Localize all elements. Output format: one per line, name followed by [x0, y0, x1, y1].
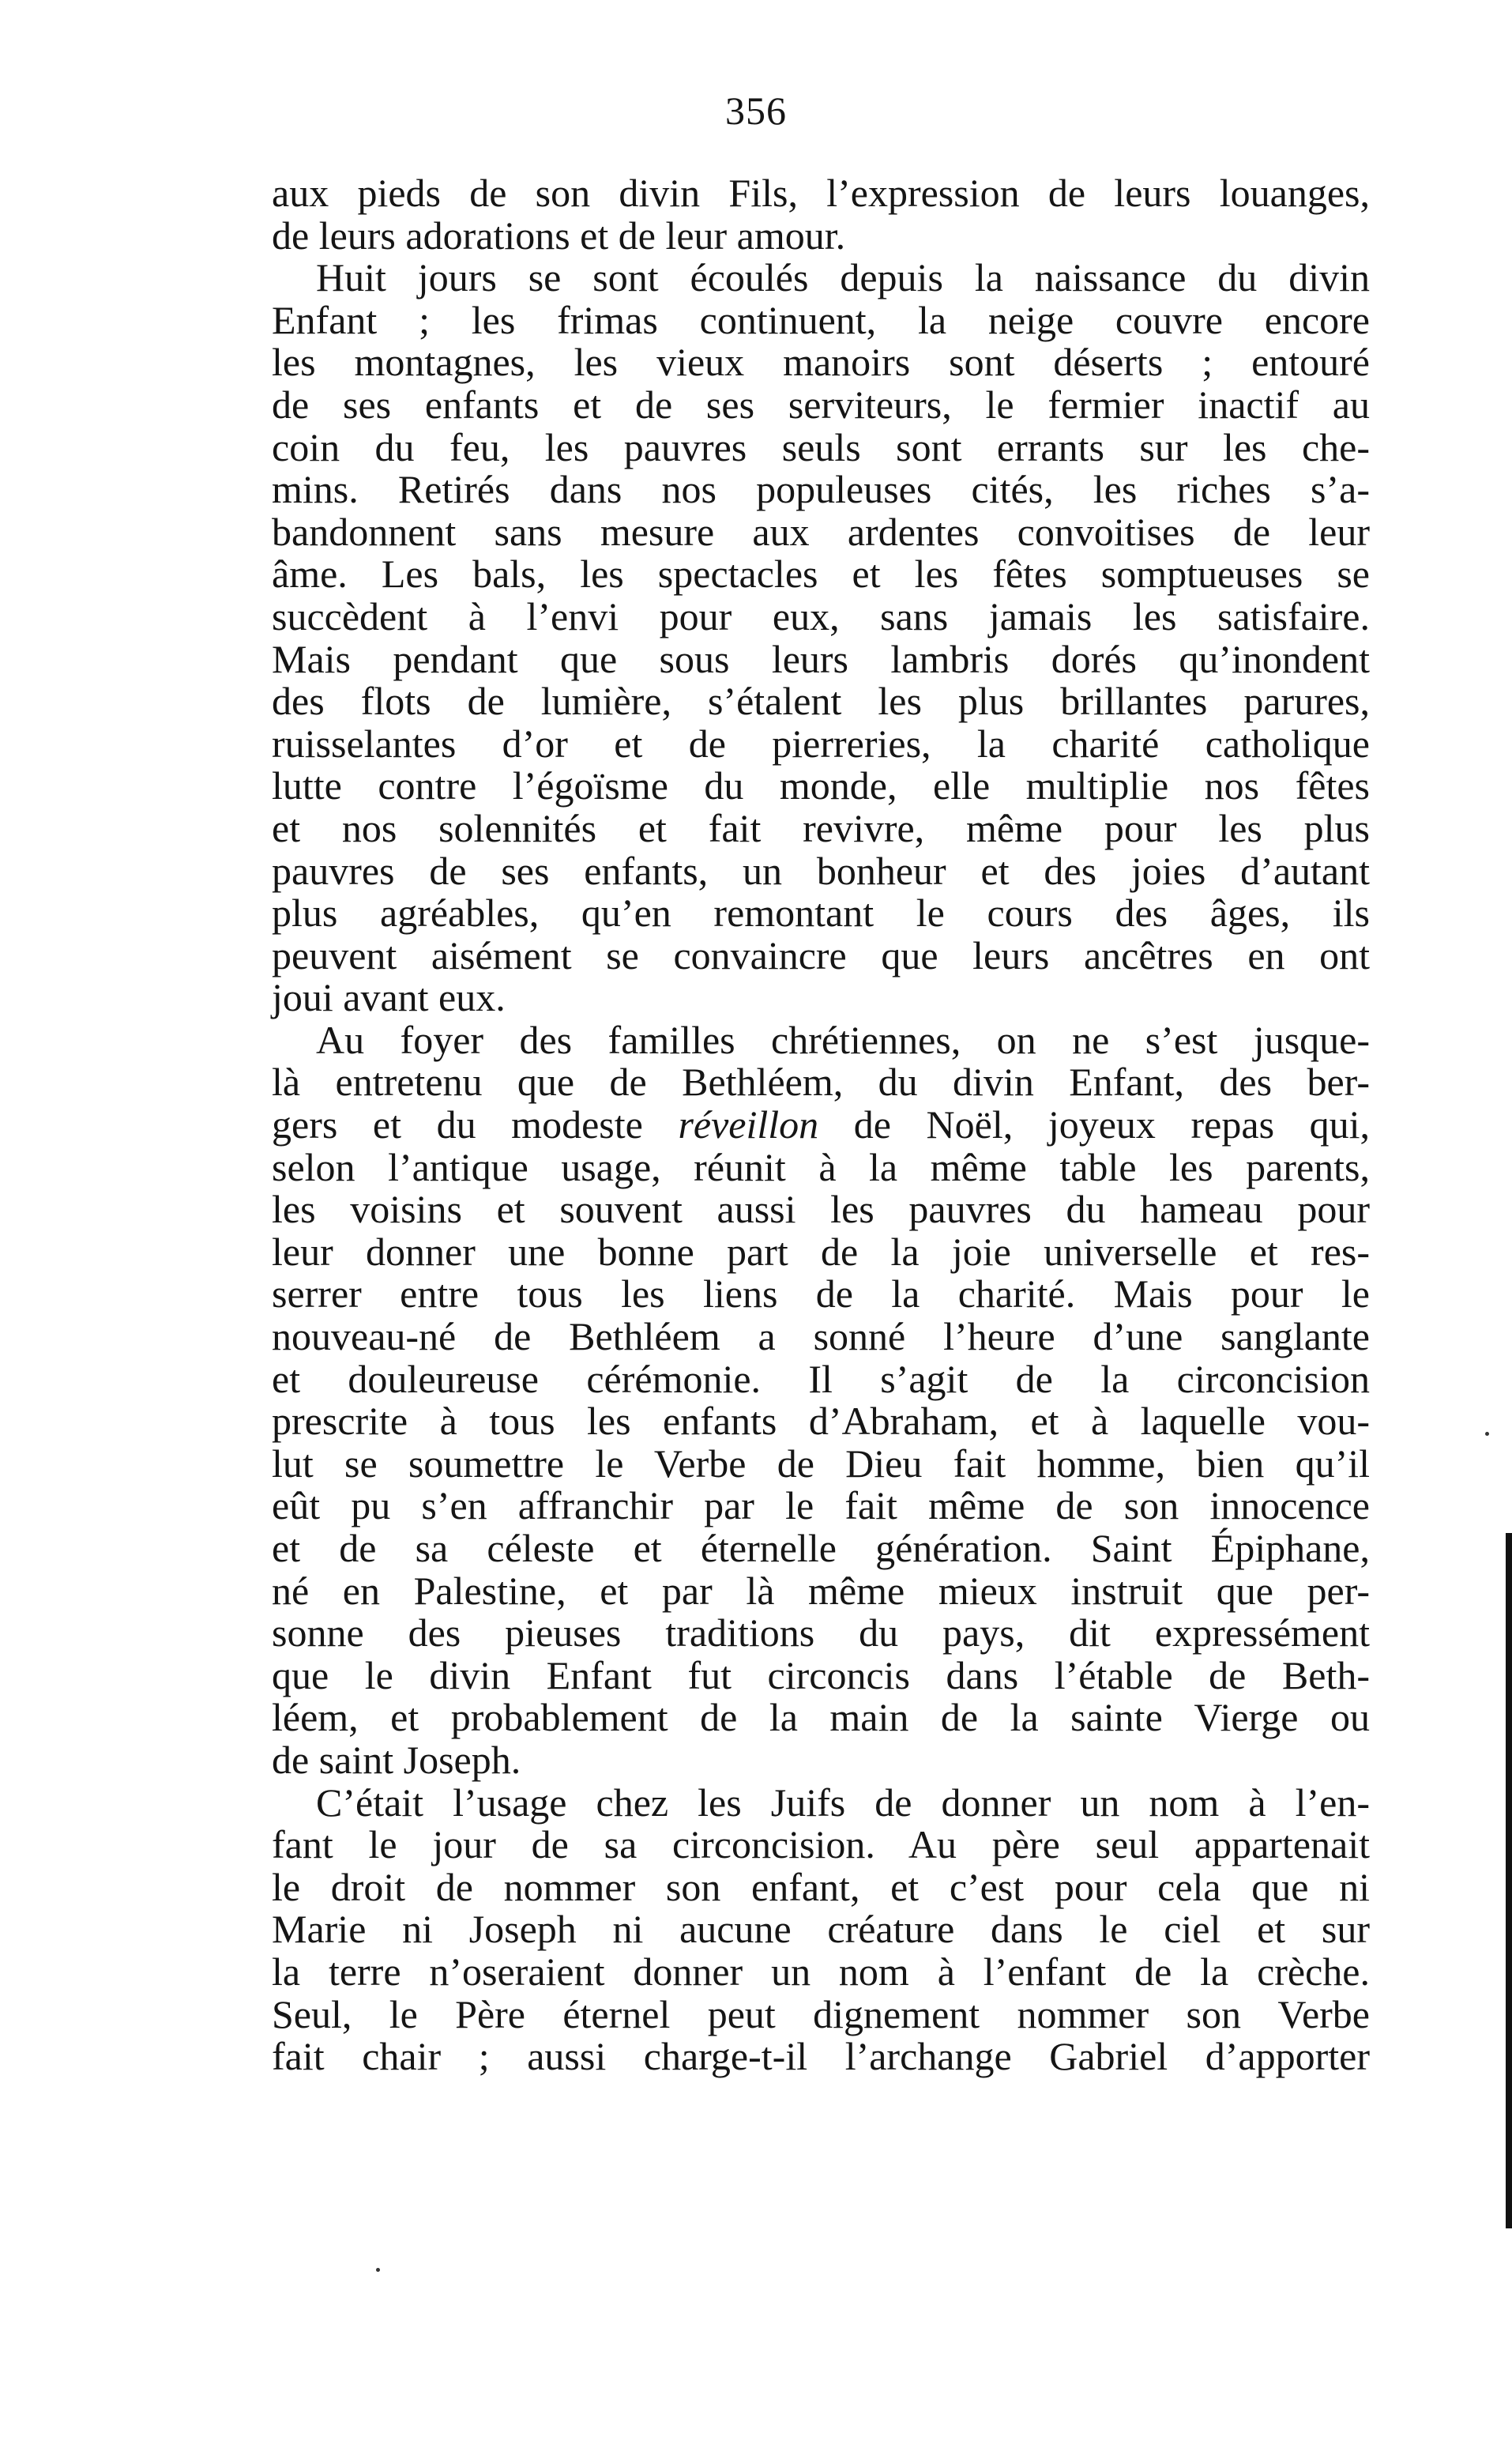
page-text [272, 172, 1370, 2078]
text-line: plus agréables, qu’en remontant le cours des âges, ils [272, 891, 1370, 936]
text-line: Marie ni Joseph ni aucune créature dans le ciel et sur [272, 1907, 1370, 1952]
text-line: âme. Les bals, les spectacles et les fêtes somptueuses se [272, 552, 1370, 597]
text-line: Enfant ; les frimas continuent, la neige couvre encore [272, 297, 1370, 342]
text-line: succèdent à l’envi pour eux, sans jamais les satisfaire. [272, 593, 1370, 638]
text-line: sonne des pieuses traditions du pays, dit expressément [272, 1610, 1370, 1655]
text-line: né en Palestine, et par là même mieux instruit que per- [272, 1568, 1370, 1613]
text-line: mins. Retirés dans nos populeuses cités, les riches s’a- [272, 467, 1370, 512]
text-line: aux pieds de son divin Fils, l’expression de leurs louanges, [272, 171, 1370, 215]
text-line: pauvres de ses enfants, un bonheur et des joies d’autant [272, 848, 1370, 893]
text-line: et nos solennités et fait revivre, même pour les plus [272, 805, 1370, 850]
text-line [272, 1104, 1370, 1147]
text-line: eût pu s’en affranchir par le fait même de son innocence [272, 1483, 1370, 1528]
italic-word: réveillon [678, 1102, 819, 1147]
text-line: lutte contre l’égoïsme du monde, elle multiplie nos fêtes [272, 763, 1370, 808]
text-line: la terre n’oseraient donner un nom à l’enfant de la crèche. [272, 1949, 1370, 1994]
text-line: le droit de nommer son enfant, et c’est pour cela que ni [272, 1864, 1370, 1909]
text-line: fant le jour de sa circoncision. Au père seul appartenait [272, 1822, 1370, 1867]
text-line: de ses enfants et de ses serviteurs, le fermier inactif au [272, 382, 1370, 427]
text-line: les voisins et souvent aussi les pauvres du hameau pour [272, 1187, 1370, 1232]
text-line: les montagnes, les vieux manoirs sont déserts ; entouré [272, 340, 1370, 385]
text-line: de leurs adorations et de leur amour. [272, 213, 846, 258]
text-line: leur donner une bonne part de la joie universelle et res- [272, 1229, 1370, 1274]
text-line: nouveau-né de Bethléem a sonné l’heure d’une sanglante [272, 1314, 1370, 1359]
text-line: coin du feu, les pauvres seuls sont errants sur les che- [272, 424, 1370, 469]
scan-edge-shadow [1506, 1533, 1512, 2228]
text-line: Au foyer des familles chrétiennes, on ne s’est jusque- [316, 1017, 1370, 1062]
text-line: fait chair ; aussi charge-t-il l’archange Gabriel d’apporter [272, 2034, 1370, 2079]
text-segment: de Noël, joyeux repas qui, [853, 1102, 1371, 1147]
text-line: et douleureuse cérémonie. Il s’agit de la circoncision [272, 1356, 1370, 1401]
text-line: Huit jours se sont écoulés depuis la naissance du divin [316, 255, 1370, 300]
text-line: et de sa céleste et éternelle génération. Saint Épiphane, [272, 1526, 1370, 1570]
text-line: là entretenu que de Bethléem, du divin Enfant, des ber- [272, 1060, 1370, 1105]
scan-speck [1485, 1432, 1489, 1436]
text-line: C’était l’usage chez les Juifs de donner un nom à l’en- [316, 1780, 1370, 1825]
text-line: bandonnent sans mesure aux ardentes convoitises de leur [272, 509, 1370, 554]
text-line: des flots de lumière, s’étalent les plus brillantes parures, [272, 679, 1370, 724]
text-line: joui avant eux. [272, 975, 506, 1020]
text-line: lut se soumettre le Verbe de Dieu fait homme, bien qu’il [272, 1441, 1370, 1486]
text-line: de saint Joseph. [272, 1737, 521, 1782]
page-number: 356 [725, 89, 787, 133]
text-line: léem, et probablement de la main de la sainte Vierge ou [272, 1695, 1370, 1740]
scan-speck [376, 2268, 380, 2272]
text-line: ruisselantes d’or et de pierreries, la charité catholique [272, 721, 1370, 766]
text-line: Mais pendant que sous leurs lambris dorés qu’inondent [272, 636, 1370, 681]
text-line: selon l’antique usage, réunit à la même table les parents, [272, 1144, 1370, 1189]
text-line: peuvent aisément se convaincre que leurs ancêtres en ont [272, 932, 1370, 977]
text-line: Seul, le Père éternel peut dignement nommer son Verbe [272, 1991, 1370, 2036]
text-line: que le divin Enfant fut circoncis dans l’étable de Beth- [272, 1652, 1370, 1697]
text-segment: gers et du modeste [272, 1102, 643, 1147]
text-line: serrer entre tous les liens de la charité. Mais pour le [272, 1271, 1370, 1316]
text-line: prescrite à tous les enfants d’Abraham, et à laquelle vou- [272, 1399, 1370, 1444]
